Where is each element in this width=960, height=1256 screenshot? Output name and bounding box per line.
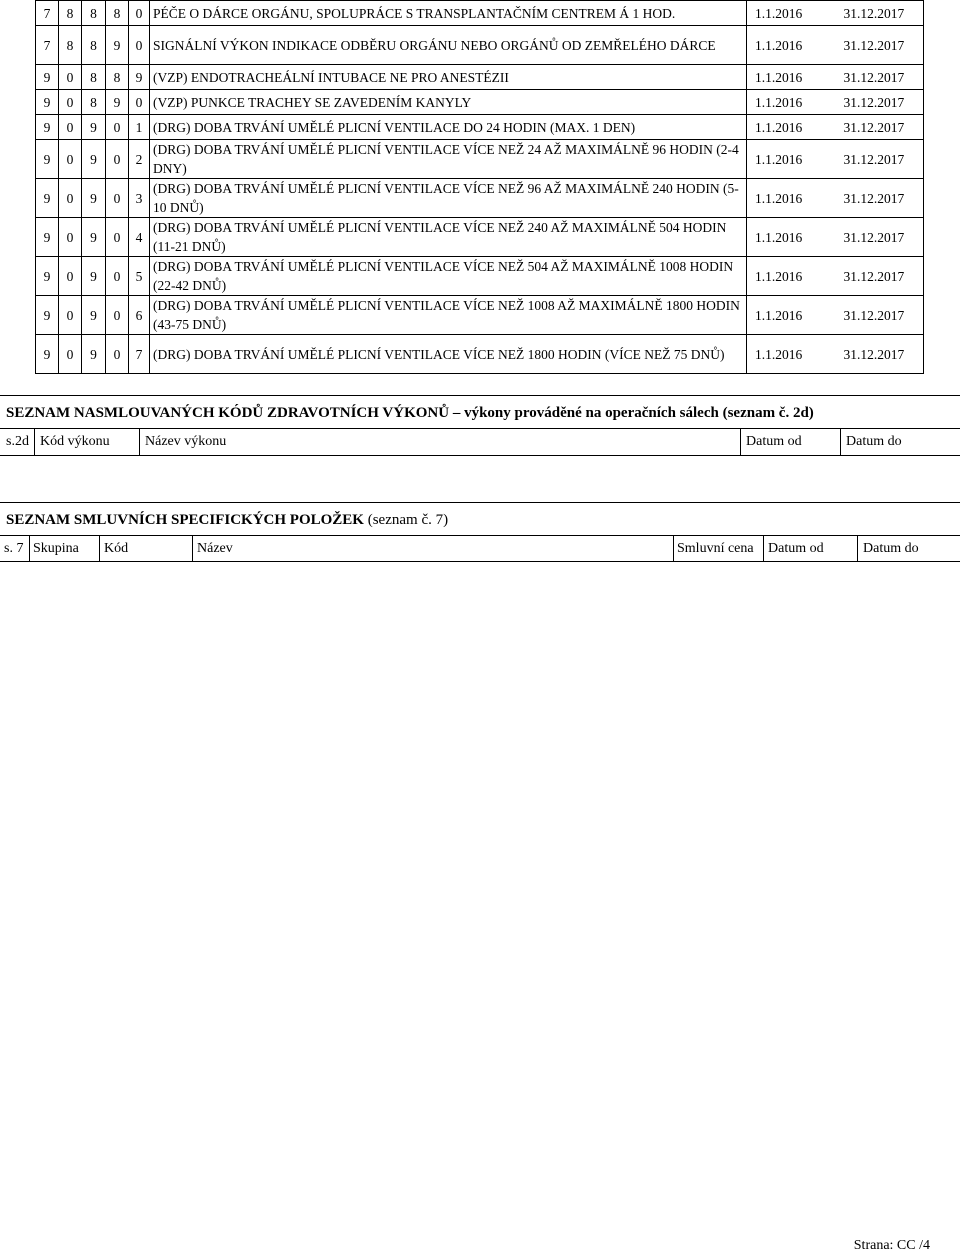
code-digit: 7 — [129, 335, 150, 374]
code-digit: 9 — [82, 140, 106, 179]
code-digit: 7 — [36, 26, 59, 65]
header-date-to: Datum do — [863, 541, 919, 556]
code-digit: 9 — [129, 65, 150, 90]
procedure-name: (DRG) DOBA TRVÁNÍ UMĚLÉ PLICNÍ VENTILACE VÍCE NEŽ 24 AŽ MAXIMÁLNĚ 96 HODIN (2-4 DNY) — [150, 140, 747, 179]
code-digit: 6 — [129, 296, 150, 335]
code-digit: 9 — [36, 115, 59, 140]
code-digit: 9 — [82, 257, 106, 296]
code-digit: 9 — [36, 65, 59, 90]
code-digit: 0 — [106, 179, 129, 218]
procedure-name: (DRG) DOBA TRVÁNÍ UMĚLÉ PLICNÍ VENTILACE VÍCE NEŽ 1800 HODIN (VÍCE NEŽ 75 DNŮ) — [150, 335, 747, 374]
table-row — [36, 179, 924, 218]
code-digit: 8 — [82, 26, 106, 65]
code-digit: 0 — [59, 218, 82, 257]
header-date-to: Datum do — [846, 434, 902, 449]
table-row — [36, 26, 924, 65]
code-digit: 0 — [59, 140, 82, 179]
code-digit: 8 — [106, 1, 129, 26]
code-digit: 8 — [106, 65, 129, 90]
code-digit: 0 — [59, 335, 82, 374]
date-from: 1.1.2016 — [747, 218, 840, 257]
procedure-name: PÉČE O DÁRCE ORGÁNU, SPOLUPRÁCE S TRANSPLANTAČNÍM CENTREM Á 1 HOD. — [150, 1, 747, 26]
date-to: 31.12.2017 — [840, 257, 924, 296]
code-digit: 2 — [129, 140, 150, 179]
code-digit: 9 — [106, 90, 129, 115]
section-7-header-row — [0, 536, 960, 562]
code-digit: 0 — [129, 1, 150, 26]
code-digit: 0 — [106, 140, 129, 179]
code-digit: 0 — [59, 179, 82, 218]
code-digit: 9 — [36, 296, 59, 335]
date-to: 31.12.2017 — [840, 26, 924, 65]
codes-table — [35, 0, 924, 374]
table-row — [36, 257, 924, 296]
code-digit: 0 — [129, 90, 150, 115]
header-date-from: Datum od — [746, 434, 802, 449]
code-digit: 8 — [82, 65, 106, 90]
section-7-title-bold: SEZNAM SMLUVNÍCH SPECIFICKÝCH POLOŽEK — [6, 512, 364, 528]
code-digit: 9 — [82, 296, 106, 335]
code-digit: 9 — [36, 90, 59, 115]
code-digit: 8 — [82, 1, 106, 26]
procedure-name: (DRG) DOBA TRVÁNÍ UMĚLÉ PLICNÍ VENTILACE VÍCE NEŽ 504 AŽ MAXIMÁLNĚ 1008 HODIN (22-42 DNŮ) — [150, 257, 747, 296]
table-row — [36, 140, 924, 179]
code-digit: 8 — [59, 1, 82, 26]
date-to: 31.12.2017 — [840, 140, 924, 179]
section-7-title-rest: (seznam č. 7) — [363, 512, 449, 528]
header-code: Kód výkonu — [40, 434, 110, 449]
header-num: s. 7 — [4, 541, 24, 556]
date-from: 1.1.2016 — [747, 179, 840, 218]
code-digit: 4 — [129, 218, 150, 257]
date-from: 1.1.2016 — [747, 90, 840, 115]
code-digit: 7 — [36, 1, 59, 26]
table-row — [36, 115, 924, 140]
procedure-name: (DRG) DOBA TRVÁNÍ UMĚLÉ PLICNÍ VENTILACE VÍCE NEŽ 1008 AŽ MAXIMÁLNĚ 1800 HODIN (43-75 DNŮ) — [150, 296, 747, 335]
header-price: Smluvní cena — [677, 541, 754, 556]
table-row — [36, 90, 924, 115]
page-number: Strana: CC /4 — [853, 1238, 930, 1253]
date-to: 31.12.2017 — [840, 296, 924, 335]
code-digit: 1 — [129, 115, 150, 140]
header-code: Kód — [104, 541, 129, 556]
header-num: s.2d — [6, 434, 29, 449]
code-digit: 3 — [129, 179, 150, 218]
section-2d-header-row — [0, 429, 960, 456]
procedure-name: (DRG) DOBA TRVÁNÍ UMĚLÉ PLICNÍ VENTILACE VÍCE NEŽ 240 AŽ MAXIMÁLNĚ 504 HODIN (11-21 DNŮ) — [150, 218, 747, 257]
code-digit: 9 — [36, 140, 59, 179]
code-digit: 0 — [106, 257, 129, 296]
table-row — [36, 335, 924, 374]
code-digit: 0 — [59, 65, 82, 90]
date-to: 31.12.2017 — [840, 218, 924, 257]
procedure-name: (DRG) DOBA TRVÁNÍ UMĚLÉ PLICNÍ VENTILACE DO 24 HODIN (MAX. 1 DEN) — [150, 115, 747, 140]
section-7-title — [0, 502, 960, 536]
code-digit: 0 — [59, 90, 82, 115]
header-date-from: Datum od — [768, 541, 824, 556]
date-to: 31.12.2017 — [840, 90, 924, 115]
date-from: 1.1.2016 — [747, 26, 840, 65]
date-to: 31.12.2017 — [840, 65, 924, 90]
header-name: Název výkonu — [145, 434, 227, 449]
date-to: 31.12.2017 — [840, 179, 924, 218]
section-2d — [0, 395, 960, 456]
procedure-name: (DRG) DOBA TRVÁNÍ UMĚLÉ PLICNÍ VENTILACE VÍCE NEŽ 96 AŽ MAXIMÁLNĚ 240 HODIN (5-10 DNŮ) — [150, 179, 747, 218]
code-digit: 9 — [82, 115, 106, 140]
code-digit: 9 — [36, 218, 59, 257]
code-digit: 8 — [59, 26, 82, 65]
header-group: Skupina — [33, 541, 79, 556]
date-to: 31.12.2017 — [840, 115, 924, 140]
date-from: 1.1.2016 — [747, 115, 840, 140]
date-from: 1.1.2016 — [747, 296, 840, 335]
code-digit: 8 — [82, 90, 106, 115]
table-row — [36, 1, 924, 26]
procedure-name: SIGNÁLNÍ VÝKON INDIKACE ODBĚRU ORGÁNU NEBO ORGÁNŮ OD ZEMŘELÉHO DÁRCE — [150, 26, 747, 65]
date-from: 1.1.2016 — [747, 1, 840, 26]
header-name: Název — [197, 541, 233, 556]
code-digit: 0 — [129, 26, 150, 65]
code-digit: 9 — [82, 335, 106, 374]
code-digit: 0 — [59, 257, 82, 296]
code-digit: 9 — [36, 257, 59, 296]
code-digit: 9 — [106, 26, 129, 65]
procedure-name: (VZP) PUNKCE TRACHEY SE ZAVEDENÍM KANYLY — [150, 90, 747, 115]
table-row — [36, 296, 924, 335]
date-to: 31.12.2017 — [840, 1, 924, 26]
date-from: 1.1.2016 — [747, 335, 840, 374]
code-digit: 0 — [106, 335, 129, 374]
code-digit: 9 — [82, 179, 106, 218]
date-from: 1.1.2016 — [747, 140, 840, 179]
date-to: 31.12.2017 — [840, 335, 924, 374]
code-digit: 0 — [106, 115, 129, 140]
table-row — [36, 218, 924, 257]
procedure-name: (VZP) ENDOTRACHEÁLNÍ INTUBACE NE PRO ANESTÉZII — [150, 65, 747, 90]
code-digit: 9 — [82, 218, 106, 257]
code-digit: 0 — [59, 115, 82, 140]
table-row — [36, 65, 924, 90]
date-from: 1.1.2016 — [747, 65, 840, 90]
date-from: 1.1.2016 — [747, 257, 840, 296]
code-digit: 0 — [59, 296, 82, 335]
code-digit: 9 — [36, 335, 59, 374]
section-7 — [0, 502, 960, 562]
code-digit: 5 — [129, 257, 150, 296]
code-digit: 9 — [36, 179, 59, 218]
code-digit: 0 — [106, 218, 129, 257]
code-digit: 0 — [106, 296, 129, 335]
section-2d-title: SEZNAM NASMLOUVANÝCH KÓDŮ ZDRAVOTNÍCH VÝKONŮ – výkony prováděné na operačních sálech (seznam č. 2d) — [0, 395, 960, 429]
